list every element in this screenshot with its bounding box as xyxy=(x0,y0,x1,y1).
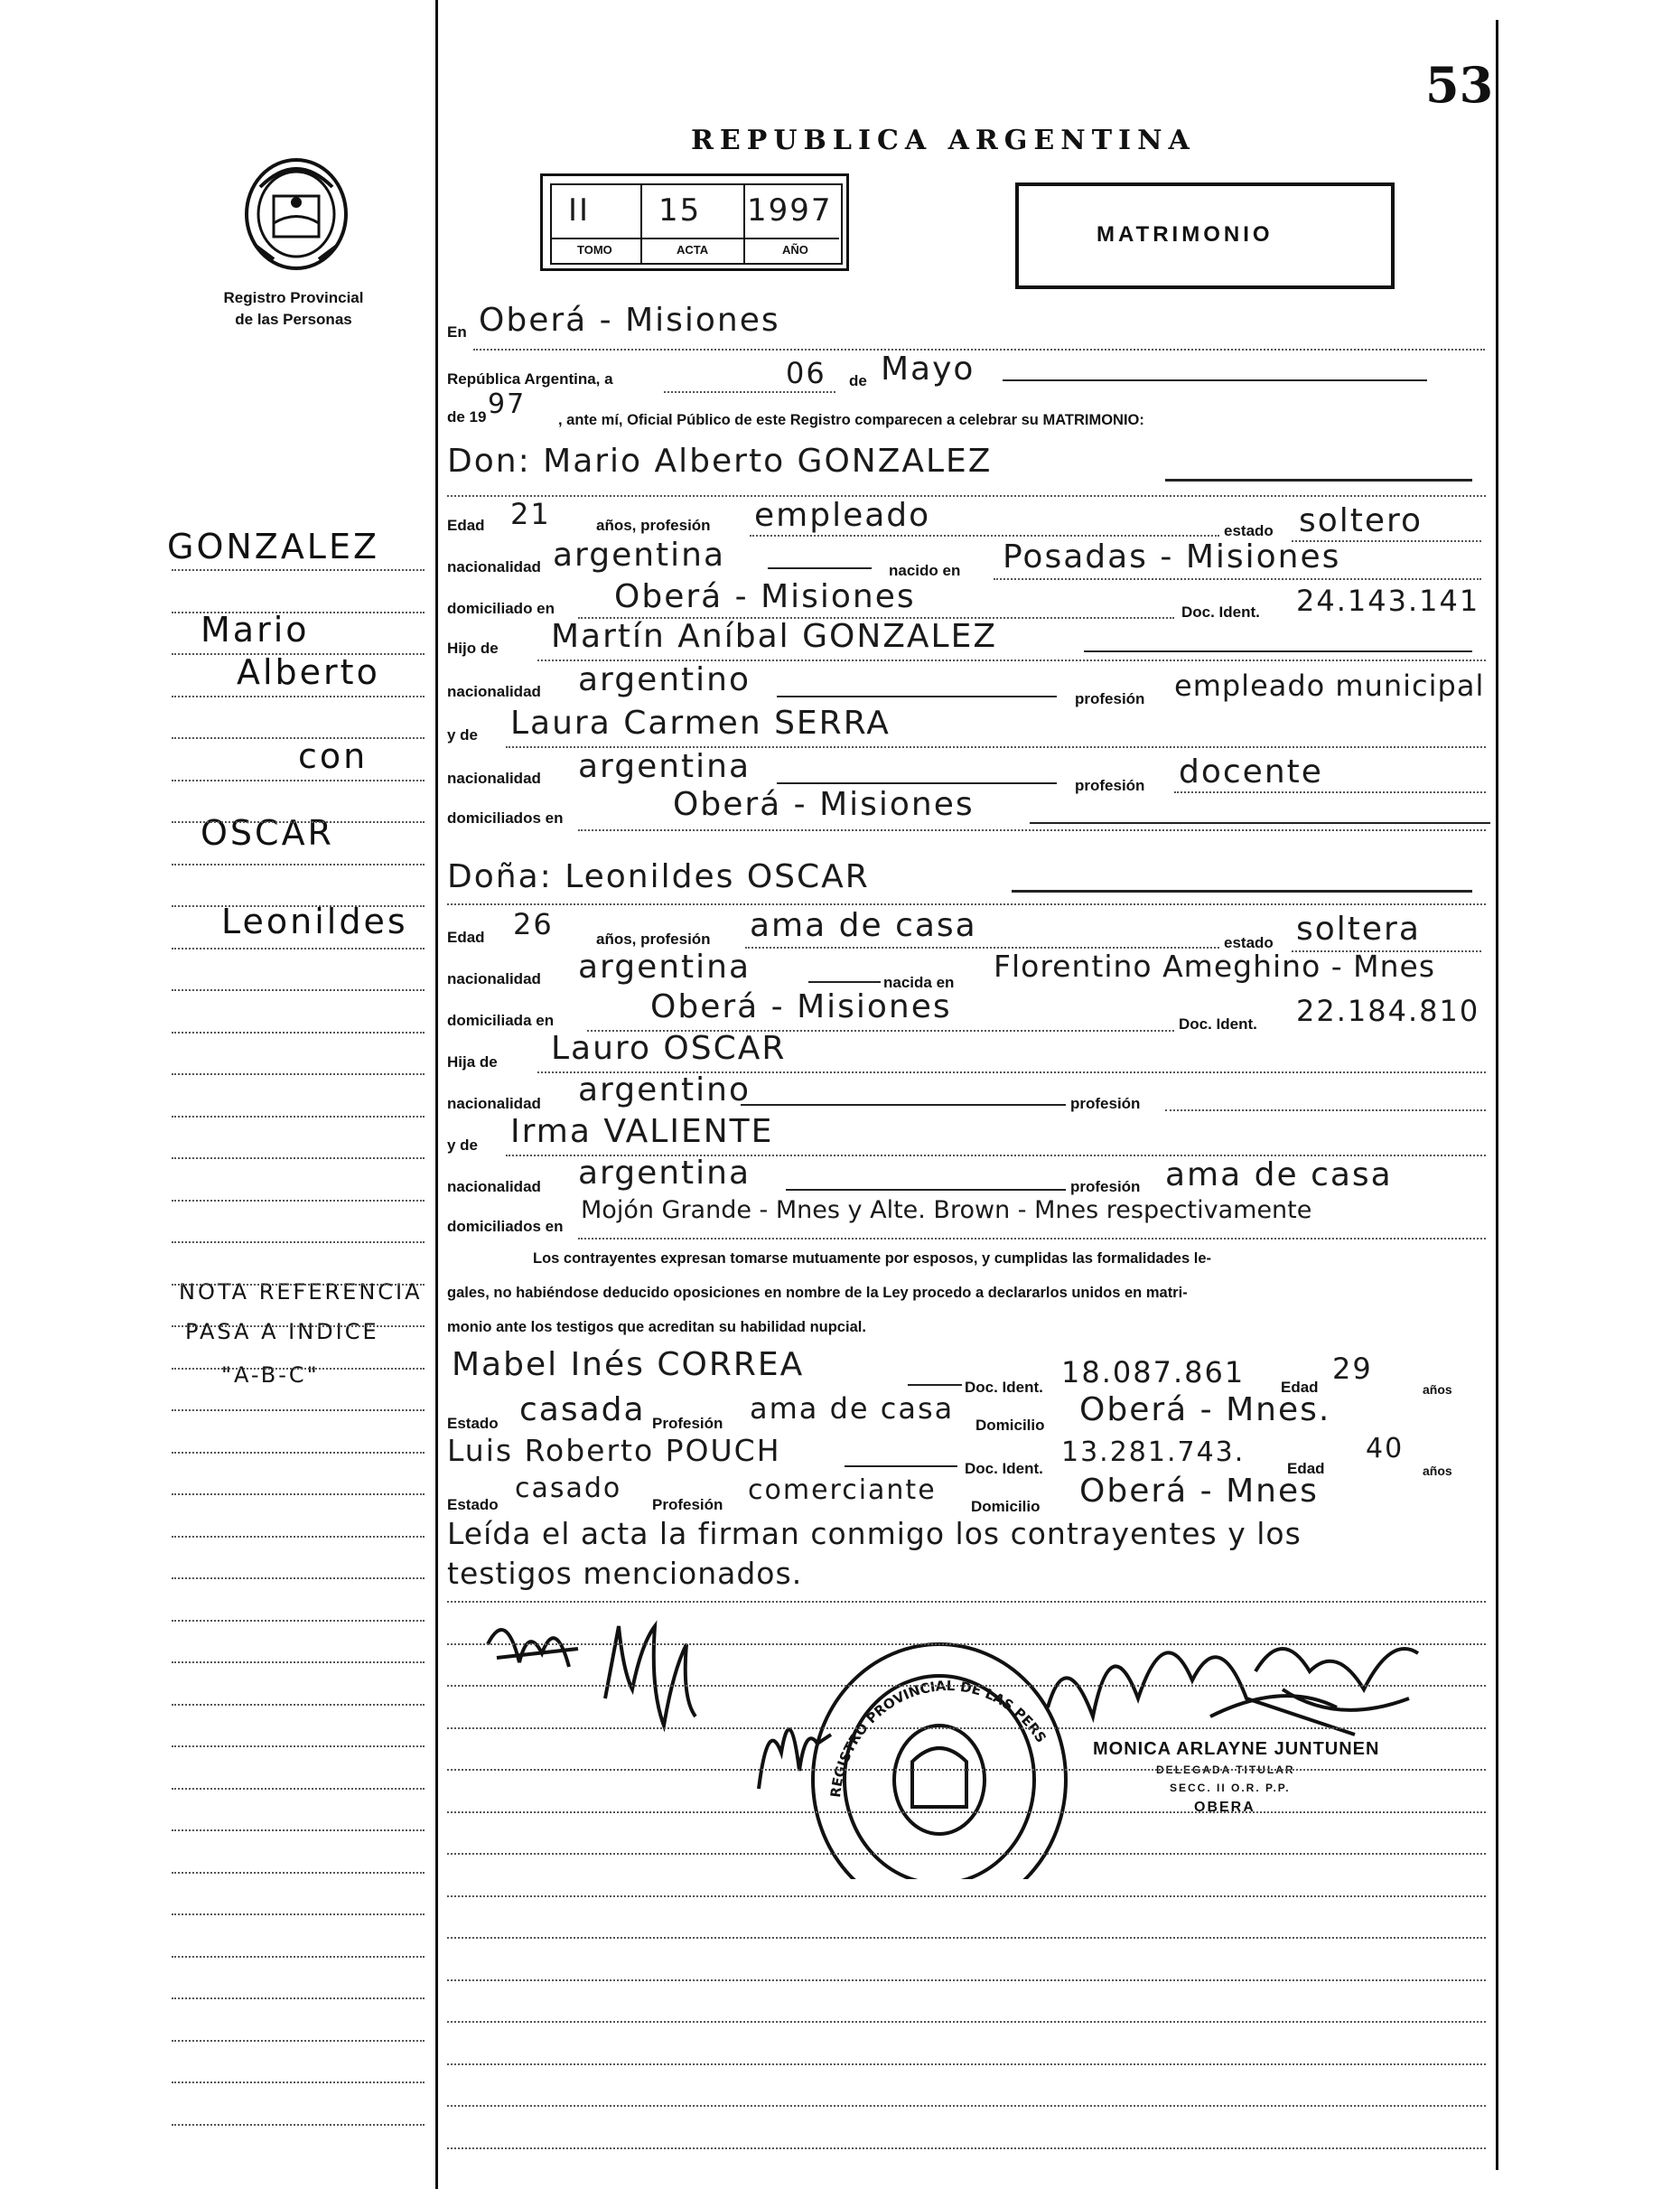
groom-parents-domicile-value: Oberá - Misiones xyxy=(673,786,975,823)
witness1-profesion-label: Profesión xyxy=(652,1415,723,1432)
margin-rule-line xyxy=(172,1745,425,1747)
hijo-de-label: Hijo de xyxy=(447,640,499,657)
bride-parents-domicile-value: Mojón Grande - Mnes y Alte. Brown - Mnes respectivamente xyxy=(581,1196,1312,1224)
page-number: 53 xyxy=(1425,56,1494,114)
month-value: Mayo xyxy=(881,351,975,388)
stamp-name: MONICA ARLAYNE JUNTUNEN xyxy=(1093,1739,1380,1759)
ano-label: AÑO xyxy=(782,243,808,257)
main-rule-line xyxy=(447,1937,1486,1939)
groom-doc-label: Doc. Ident. xyxy=(1181,603,1260,621)
bride-y-de-label: y de xyxy=(447,1137,479,1154)
groom-mother-nationality-value: argentina xyxy=(578,748,751,785)
margin-rule-line xyxy=(172,1997,425,1999)
groom-domicile-value: Oberá - Misiones xyxy=(614,578,916,615)
margin-rule-line xyxy=(172,1241,425,1243)
signature-1 xyxy=(488,1630,578,1667)
margin-rule-line xyxy=(172,1284,425,1286)
witness1-estado-label: Estado xyxy=(447,1415,499,1432)
groom-mother-profession-value: docente xyxy=(1179,753,1323,790)
groom-section-divider xyxy=(1030,822,1490,824)
place-line xyxy=(473,349,1485,351)
margin-rule-line xyxy=(172,1200,425,1202)
main-rule-line xyxy=(447,1643,1486,1645)
groom-birthplace-line xyxy=(994,578,1481,580)
groom-mother-nationality-line xyxy=(777,782,1057,784)
margin-rule-line xyxy=(172,989,425,991)
year-suffix-value: 97 xyxy=(488,388,527,420)
groom-nacionalidad-label: nacionalidad xyxy=(447,558,541,575)
bride-mother-value: Irma VALIENTE xyxy=(510,1113,774,1150)
margin-rule-line xyxy=(172,1409,425,1411)
registry-label-line2: de las Personas xyxy=(235,311,352,328)
margin-rule-line xyxy=(172,1452,425,1454)
bride-domiciliada-label: domiciliada en xyxy=(447,1012,555,1029)
witness1-status-value: casada xyxy=(519,1391,646,1428)
de19-label: de 19 xyxy=(447,408,487,426)
witness1-edad-label: Edad xyxy=(1281,1379,1319,1396)
bride-anos-profesion-label: años, profesión xyxy=(596,931,711,948)
witness1-name-line xyxy=(908,1384,962,1386)
bride-edad-label: Edad xyxy=(447,929,485,946)
main-rule-line xyxy=(447,2063,1486,2065)
witness2-status-value: casado xyxy=(515,1473,622,1504)
bride-doc-label: Doc. Ident. xyxy=(1179,1015,1257,1033)
main-rule-line xyxy=(447,2105,1486,2107)
stamp-line-2: DELEGADA TITULAR xyxy=(1156,1763,1295,1776)
margin-rule-line xyxy=(172,1872,425,1874)
margin-rule-line xyxy=(172,1368,425,1370)
groom-father-nacionalidad-label: nacionalidad xyxy=(447,683,541,700)
main-rule-line xyxy=(447,1601,1486,1603)
groom-age-value: 21 xyxy=(510,497,551,531)
coat-of-arms-emblem xyxy=(233,146,359,273)
groom-father-profesion-label: profesión xyxy=(1075,690,1145,707)
witness2-anos-label: años xyxy=(1423,1464,1452,1478)
intro-text: , ante mí, Oficial Público de este Registro comparecen a celebrar su MATRIMONIO: xyxy=(558,412,1144,428)
bride-mother-nationality-line xyxy=(786,1189,1066,1191)
bride-mother-profession-value: ama de casa xyxy=(1165,1156,1393,1193)
bride-father-nationality-line xyxy=(741,1104,1066,1106)
witness1-profession-value: ama de casa xyxy=(750,1391,955,1426)
groom-status-value: soltero xyxy=(1299,502,1423,539)
declaration-line-1: Los contrayentes expresan tomarse mutuamente por esposos, y cumplidas las formalidades le- xyxy=(533,1250,1211,1267)
margin-rule-line xyxy=(172,612,425,613)
margin-rule-line xyxy=(172,1116,425,1118)
seal-text: REGISTRO PROVINCIAL DE LAS PERS xyxy=(826,1678,1050,1799)
bride-father-profesion-label: profesión xyxy=(1070,1095,1141,1112)
y-de-label: y de xyxy=(447,726,479,744)
groom-mother-profesion-label: profesión xyxy=(1075,777,1145,794)
groom-profession-value: empleado xyxy=(754,497,931,534)
left-border-line xyxy=(435,0,438,2189)
seal-text-arc xyxy=(804,1617,1075,1906)
bride-nacionalidad-label: nacionalidad xyxy=(447,970,541,987)
margin-note-2: PASA A INDICE xyxy=(185,1319,379,1344)
bride-nationality-line xyxy=(808,981,881,983)
margin-surname-groom: GONZALEZ xyxy=(167,527,380,566)
witness2-name: Luis Roberto POUCH xyxy=(447,1433,781,1468)
main-rule-line xyxy=(447,1811,1486,1813)
margin-rule-line xyxy=(172,1956,425,1958)
groom-father-nationality-line xyxy=(777,696,1057,697)
acta-label: ACTA xyxy=(677,243,709,257)
registry-label-line1: Registro Provincial xyxy=(223,289,364,306)
bride-parents-domiciliados-label: domiciliados en xyxy=(447,1218,564,1235)
groom-father-line xyxy=(1084,650,1472,652)
margin-rule-line xyxy=(172,696,425,697)
republica-label: República Argentina, a xyxy=(447,370,613,388)
margin-surname-bride: OSCAR xyxy=(201,813,334,853)
margin-rule-line xyxy=(172,2040,425,2042)
bride-parents-domicile-line xyxy=(578,1238,1486,1239)
bride-nationality-value: argentina xyxy=(578,949,751,986)
groom-father-value: Martín Aníbal GONZALEZ xyxy=(551,618,998,655)
margin-rule-line xyxy=(172,2124,425,2126)
en-label: En xyxy=(447,323,467,341)
bride-mother-nationality-value: argentina xyxy=(578,1155,751,1192)
tomo-value: II xyxy=(568,192,591,229)
groom-mother-profession-line xyxy=(1174,791,1486,793)
groom-nationality-line xyxy=(768,567,872,569)
groom-mother-nacionalidad-label: nacionalidad xyxy=(447,770,541,787)
groom-father-nationality-value: argentino xyxy=(578,661,751,698)
witness2-domicile-value: Oberá - Mnes xyxy=(1079,1473,1319,1510)
registry-label xyxy=(176,287,411,331)
groom-anos-profesion-label: años, profesión xyxy=(596,517,711,534)
groom-estado-label: estado xyxy=(1224,522,1274,539)
margin-rule-line xyxy=(172,1157,425,1159)
record-box-divider-2 xyxy=(743,183,745,263)
margin-rule-line xyxy=(172,780,425,781)
witness2-profession-value: comerciante xyxy=(748,1474,937,1506)
document-title: REPUBLICA ARGENTINA xyxy=(691,125,1196,156)
bride-status-value: soltera xyxy=(1296,911,1421,948)
stamp-line-4: OBERA xyxy=(1194,1800,1255,1815)
hija-de-label: Hija de xyxy=(447,1053,498,1071)
groom-nationality-value: argentina xyxy=(553,537,726,574)
groom-edad-label: Edad xyxy=(447,517,485,534)
month-line xyxy=(1003,379,1427,381)
margin-rule-line xyxy=(172,1536,425,1538)
margin-rule-line xyxy=(172,1829,425,1831)
margin-rule-line xyxy=(172,1577,425,1579)
signature-4 xyxy=(1048,1652,1355,1735)
right-border-line xyxy=(1496,20,1498,2170)
witness1-name: Mabel Inés CORREA xyxy=(452,1346,805,1383)
witness1-doc-value: 18.087.861 xyxy=(1061,1355,1246,1389)
bride-name-line-dotted xyxy=(447,903,1486,905)
margin-rule-line xyxy=(172,1073,425,1075)
margin-rule-line xyxy=(172,1620,425,1622)
groom-full-name: Don: Mario Alberto GONZALEZ xyxy=(447,443,993,480)
main-rule-line xyxy=(447,1853,1486,1855)
witness2-doc-value: 13.281.743. xyxy=(1061,1436,1246,1468)
margin-note-3: "A-B-C" xyxy=(221,1362,320,1388)
main-rule-line xyxy=(447,1769,1486,1771)
record-number-box xyxy=(540,173,849,271)
declaration-line-3: monio ante los testigos que acreditan su habilidad nupcial. xyxy=(447,1319,866,1335)
document-type-box xyxy=(1015,182,1395,289)
margin-name-groom-2: Alberto xyxy=(237,652,380,692)
bride-age-value: 26 xyxy=(513,907,554,941)
main-rule-line xyxy=(447,1895,1486,1897)
witness2-estado-label: Estado xyxy=(447,1496,499,1513)
margin-rule-line xyxy=(172,2081,425,2083)
witness1-age-value: 29 xyxy=(1332,1352,1373,1386)
signature-2 xyxy=(605,1626,695,1726)
groom-name-line xyxy=(1165,479,1472,482)
closing-line-1: Leída el acta la firman conmigo los contrayentes y los xyxy=(447,1516,1302,1551)
bride-profession-value: ama de casa xyxy=(750,907,977,944)
bride-estado-label: estado xyxy=(1224,934,1274,951)
declaration-line-2: gales, no habiéndose deducido oposiciones en nombre de la Ley procedo a declararlos unidos en matri- xyxy=(447,1285,1188,1301)
margin-rule-line xyxy=(172,1788,425,1790)
witness1-domicile-value: Oberá - Mnes. xyxy=(1079,1391,1331,1428)
margin-name-groom-1: Mario xyxy=(201,610,310,650)
tomo-label: TOMO xyxy=(577,243,612,257)
margin-note-1: NOTA REFERENCIA xyxy=(179,1279,423,1305)
acta-value: 15 xyxy=(658,192,702,229)
groom-mother-value: Laura Carmen SERRA xyxy=(510,705,891,742)
witness2-edad-label: Edad xyxy=(1287,1460,1325,1477)
groom-parents-domicile-line xyxy=(578,829,1486,831)
de-label: de xyxy=(849,372,867,389)
stamp-line-3: SECC. II O.R. P.P. xyxy=(1170,1782,1291,1794)
witness2-name-line xyxy=(845,1465,957,1467)
groom-birthplace-value: Posadas - Misiones xyxy=(1003,538,1341,575)
nacida-en-label: nacida en xyxy=(883,974,955,991)
margin-connector: con xyxy=(298,736,369,776)
witness1-domicilio-label: Domicilio xyxy=(975,1417,1045,1434)
bride-full-name: Doña: Leonildes OSCAR xyxy=(447,858,870,895)
witness2-domicilio-label: Domicilio xyxy=(971,1498,1041,1515)
groom-doc-value: 24.143.141 xyxy=(1296,584,1480,618)
bride-father-value: Lauro OSCAR xyxy=(551,1030,787,1067)
margin-rule-line xyxy=(172,1913,425,1915)
bride-mother-nacionalidad-label: nacionalidad xyxy=(447,1178,541,1195)
witness1-anos-label: años xyxy=(1423,1382,1452,1397)
main-rule-line xyxy=(447,1979,1486,1981)
day-line xyxy=(664,391,835,393)
margin-rule-line xyxy=(172,948,425,950)
bride-domicile-value: Oberá - Misiones xyxy=(650,988,952,1025)
bride-birthplace-value: Florentino Ameghino - Mnes xyxy=(994,949,1436,984)
closing-line-2: testigos mencionados. xyxy=(447,1556,803,1591)
place-value: Oberá - Misiones xyxy=(479,302,780,339)
margin-rule-line xyxy=(172,1493,425,1495)
margin-rule-line xyxy=(172,821,425,823)
bride-father-nationality-value: argentino xyxy=(578,1071,751,1109)
record-box-divider-1 xyxy=(640,183,642,263)
bride-name-line xyxy=(1012,890,1472,893)
margin-name-bride: Leonildes xyxy=(221,902,408,941)
bride-father-profession-line xyxy=(1165,1109,1486,1111)
witness2-profesion-label: Profesión xyxy=(652,1496,723,1513)
margin-rule-line xyxy=(172,737,425,739)
main-rule-line xyxy=(447,2147,1486,2149)
margin-rule-line xyxy=(172,864,425,865)
nacido-en-label: nacido en xyxy=(889,562,961,579)
record-box-label-separator xyxy=(552,238,839,239)
signature-5 xyxy=(1255,1649,1418,1710)
ano-value: 1997 xyxy=(747,192,833,229)
day-value: 06 xyxy=(786,356,826,390)
witness2-age-value: 40 xyxy=(1366,1433,1405,1464)
margin-rule-line xyxy=(172,905,425,907)
margin-rule-line xyxy=(172,569,425,571)
margin-rule-line xyxy=(172,1325,425,1327)
witness1-doc-label: Doc. Ident. xyxy=(965,1379,1043,1396)
bride-father-nacionalidad-label: nacionalidad xyxy=(447,1095,541,1112)
bride-mother-profesion-label: profesión xyxy=(1070,1178,1141,1195)
groom-name-line-dotted xyxy=(447,495,1486,497)
groom-profession-line xyxy=(750,535,1219,537)
groom-domiciliado-label: domiciliado en xyxy=(447,600,555,617)
document-type: MATRIMONIO xyxy=(1097,222,1274,247)
witness2-doc-label: Doc. Ident. xyxy=(965,1460,1043,1477)
main-rule-line xyxy=(447,2021,1486,2023)
main-rule-line xyxy=(447,1727,1486,1729)
main-rule-line xyxy=(447,1685,1486,1687)
margin-rule-line xyxy=(172,1661,425,1663)
margin-rule-line xyxy=(172,653,425,655)
bride-doc-value: 22.184.810 xyxy=(1296,994,1480,1028)
groom-parents-domiciliados-label: domiciliados en xyxy=(447,809,564,827)
margin-rule-line xyxy=(172,1032,425,1034)
margin-rule-line xyxy=(172,1704,425,1706)
groom-father-profession-value: empleado municipal xyxy=(1174,669,1485,703)
